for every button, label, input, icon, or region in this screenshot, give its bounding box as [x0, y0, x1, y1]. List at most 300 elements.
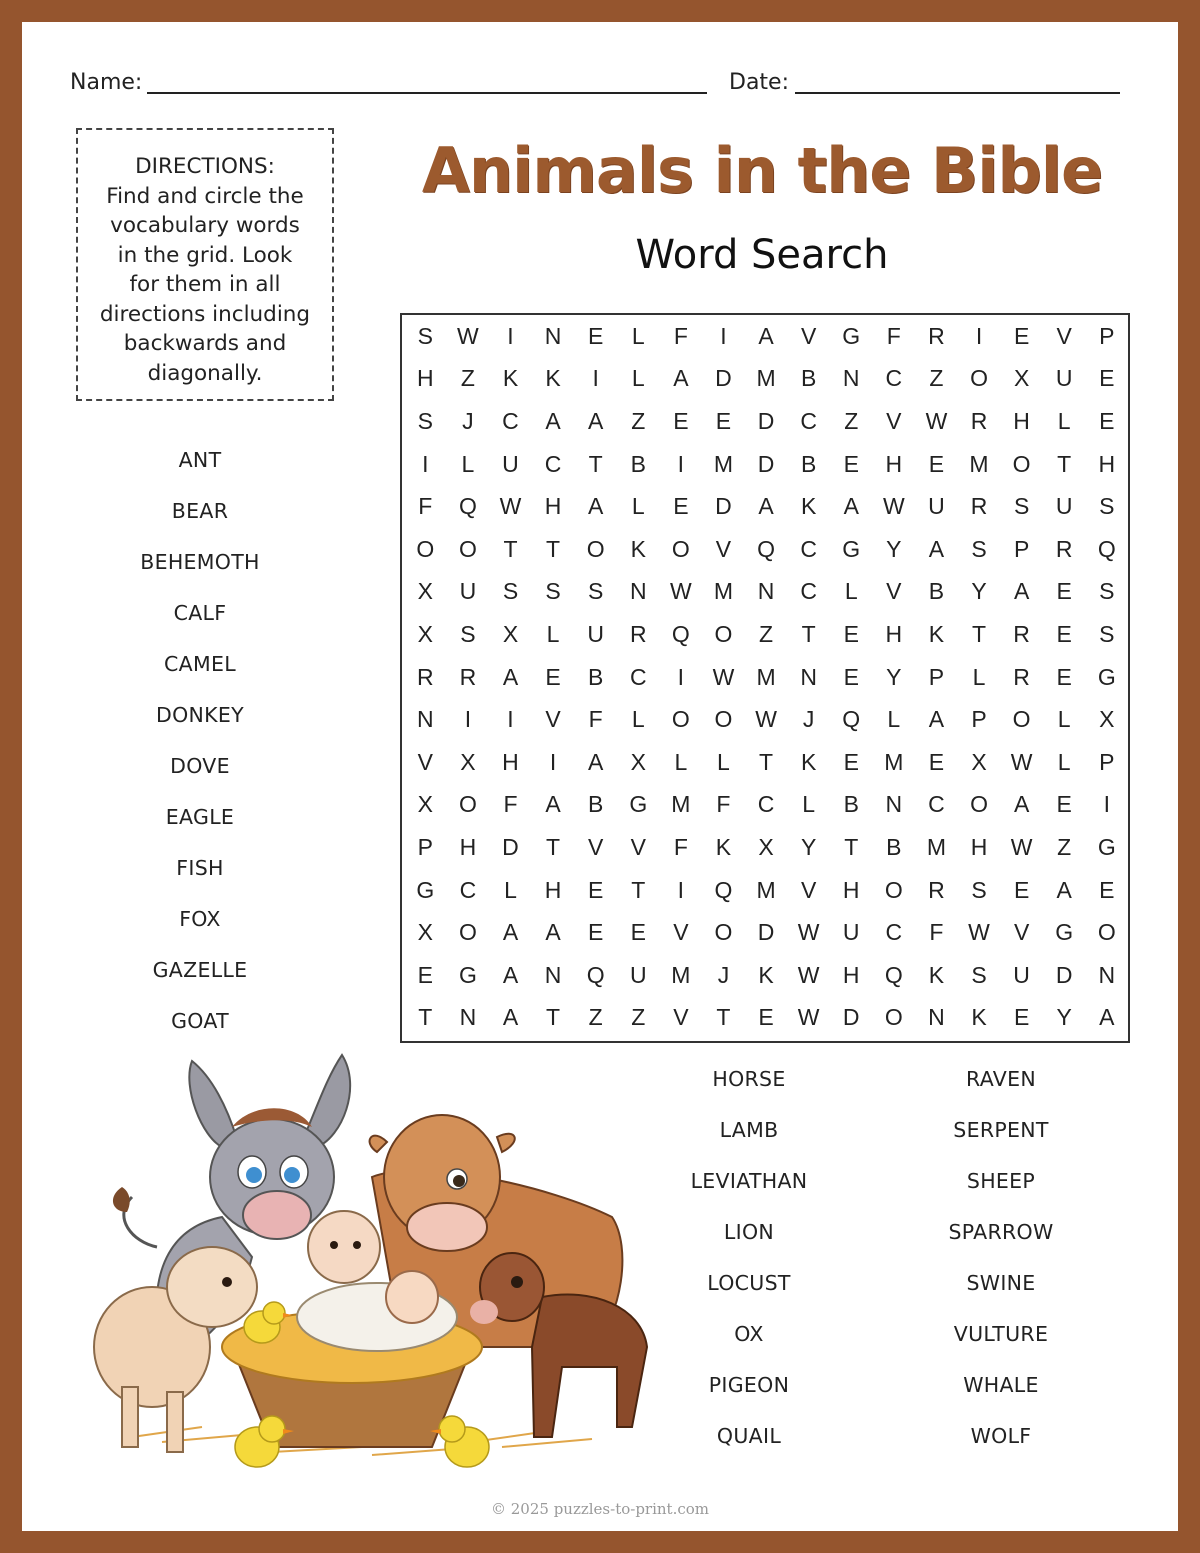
grid-letter[interactable]: T — [588, 450, 603, 477]
grid-letter[interactable]: F — [886, 322, 901, 349]
grid-letter[interactable]: M — [713, 578, 734, 605]
grid-letter[interactable]: E — [545, 663, 561, 690]
grid-letter[interactable]: S — [545, 578, 561, 605]
grid-letter[interactable]: D — [757, 407, 775, 434]
grid-letter[interactable]: N — [1098, 961, 1116, 988]
grid-letter[interactable]: O — [714, 919, 733, 946]
grid-letter[interactable]: T — [716, 1004, 731, 1031]
grid-letter[interactable]: K — [545, 365, 561, 392]
grid-letter[interactable]: U — [502, 450, 519, 477]
grid-letter[interactable]: L — [546, 620, 560, 647]
grid-letter[interactable]: Q — [586, 961, 605, 988]
grid-letter[interactable]: I — [975, 322, 983, 349]
grid-letter[interactable]: F — [716, 791, 731, 818]
grid-letter[interactable]: I — [507, 322, 514, 349]
grid-letter[interactable]: O — [586, 535, 605, 562]
grid-letter[interactable]: E — [1099, 876, 1115, 903]
grid-letter[interactable]: I — [677, 876, 685, 903]
grid-letter[interactable]: H — [416, 365, 434, 392]
grid-letter[interactable]: Y — [886, 663, 902, 690]
grid-letter[interactable]: E — [588, 322, 604, 349]
grid-letter[interactable]: N — [757, 578, 775, 605]
grid-letter[interactable]: A — [588, 407, 604, 434]
grid-letter[interactable]: L — [844, 578, 858, 605]
grid-letter[interactable]: O — [714, 620, 733, 647]
grid-letter[interactable]: W — [797, 919, 820, 946]
grid-letter[interactable]: G — [842, 322, 861, 349]
grid-letter[interactable]: M — [884, 748, 904, 775]
grid-letter[interactable]: K — [800, 748, 817, 775]
grid-letter[interactable]: N — [544, 322, 562, 349]
grid-letter[interactable]: C — [629, 663, 647, 690]
grid-letter[interactable]: V — [630, 833, 646, 860]
grid-letter[interactable]: P — [928, 663, 945, 690]
grid-letter[interactable]: V — [673, 919, 689, 946]
grid-letter[interactable]: O — [458, 535, 477, 562]
grid-letter[interactable]: T — [1057, 450, 1072, 477]
grid-letter[interactable]: K — [630, 535, 646, 562]
grid-letter[interactable]: X — [1013, 365, 1030, 392]
grid-letter[interactable]: J — [462, 407, 474, 434]
grid-letter[interactable]: C — [928, 791, 945, 818]
grid-letter[interactable]: N — [885, 791, 903, 818]
grid-letter[interactable]: P — [1099, 322, 1115, 349]
grid-letter[interactable]: N — [842, 365, 860, 392]
grid-letter[interactable]: X — [460, 748, 476, 775]
grid-letter[interactable]: A — [1013, 578, 1030, 605]
grid-letter[interactable]: K — [928, 961, 945, 988]
grid-letter[interactable]: A — [588, 748, 604, 775]
grid-letter[interactable]: M — [671, 791, 691, 818]
grid-letter[interactable]: U — [459, 578, 477, 605]
grid-letter[interactable]: K — [715, 833, 732, 860]
grid-letter[interactable]: T — [971, 620, 987, 647]
grid-letter[interactable]: N — [416, 706, 434, 733]
grid-letter[interactable]: P — [1013, 535, 1030, 562]
grid-letter[interactable]: G — [1097, 833, 1116, 860]
grid-letter[interactable]: I — [1103, 791, 1110, 818]
grid-letter[interactable]: T — [759, 748, 774, 775]
grid-letter[interactable]: R — [928, 876, 945, 903]
grid-letter[interactable]: L — [674, 748, 688, 775]
grid-letter[interactable]: Q — [714, 876, 733, 903]
grid-letter[interactable]: Z — [844, 407, 859, 434]
grid-letter[interactable]: A — [502, 919, 519, 946]
grid-letter[interactable]: M — [756, 876, 776, 903]
grid-letter[interactable]: C — [544, 450, 562, 477]
grid-letter[interactable]: D — [842, 1004, 860, 1031]
grid-letter[interactable]: G — [416, 876, 435, 903]
grid-letter[interactable]: A — [1013, 791, 1030, 818]
grid-letter[interactable]: Y — [1056, 1004, 1072, 1031]
grid-letter[interactable]: S — [971, 876, 987, 903]
grid-letter[interactable]: N — [459, 1004, 477, 1031]
grid-letter[interactable]: L — [1057, 407, 1071, 434]
grid-letter[interactable]: G — [458, 961, 477, 988]
grid-letter[interactable]: D — [502, 833, 519, 860]
grid-letter[interactable]: T — [546, 833, 561, 860]
grid-letter[interactable]: X — [417, 578, 433, 605]
grid-letter[interactable]: Q — [1097, 535, 1116, 562]
grid-letter[interactable]: A — [502, 1004, 519, 1031]
grid-letter[interactable]: R — [970, 493, 988, 520]
grid-letter[interactable]: Z — [460, 365, 475, 392]
grid-letter[interactable]: Y — [800, 833, 817, 860]
grid-letter[interactable]: V — [886, 578, 902, 605]
grid-letter[interactable]: E — [417, 961, 433, 988]
grid-letter[interactable]: X — [1099, 706, 1115, 733]
grid-letter[interactable]: W — [968, 919, 990, 946]
grid-letter[interactable]: H — [842, 961, 860, 988]
grid-letter[interactable]: O — [714, 706, 733, 733]
grid-letter[interactable]: N — [629, 578, 647, 605]
grid-letter[interactable]: G — [629, 791, 648, 818]
word-list-item: SPARROW — [948, 1220, 1054, 1244]
grid-letter[interactable]: V — [1013, 919, 1030, 946]
grid-letter[interactable]: A — [545, 791, 561, 818]
grid-letter[interactable]: S — [1099, 620, 1115, 647]
grid-letter[interactable]: A — [928, 706, 945, 733]
grid-letter[interactable]: E — [1056, 663, 1072, 690]
grid-letter[interactable]: M — [756, 365, 776, 392]
grid-letter[interactable]: C — [459, 876, 477, 903]
grid-letter[interactable]: U — [629, 961, 647, 988]
grid-letter[interactable]: H — [544, 493, 562, 520]
grid-letter[interactable]: O — [1012, 450, 1031, 477]
grid-letter[interactable]: E — [1099, 407, 1115, 434]
grid-letter[interactable]: Z — [1057, 833, 1072, 860]
grid-letter[interactable]: H — [544, 876, 562, 903]
grid-letter[interactable]: O — [884, 876, 903, 903]
grid-letter[interactable]: X — [758, 833, 774, 860]
grid-letter[interactable]: E — [1099, 365, 1115, 392]
grid-letter[interactable]: F — [673, 833, 688, 860]
grid-letter[interactable]: U — [1013, 961, 1030, 988]
grid-letter[interactable]: F — [503, 791, 518, 818]
grid-letter[interactable]: U — [1055, 365, 1073, 392]
grid-letter[interactable]: L — [631, 322, 645, 349]
grid-letter[interactable]: C — [800, 535, 817, 562]
grid-letter[interactable]: X — [417, 620, 433, 647]
grid-letter[interactable]: I — [677, 450, 685, 477]
grid-letter[interactable]: X — [971, 748, 987, 775]
grid-letter[interactable]: A — [1056, 876, 1072, 903]
grid-letter[interactable]: A — [758, 322, 774, 349]
grid-letter[interactable]: F — [588, 706, 603, 733]
grid-letter[interactable]: Q — [884, 961, 903, 988]
grid-letter[interactable]: K — [800, 493, 817, 520]
grid-letter[interactable]: S — [971, 961, 987, 988]
grid-letter[interactable]: N — [800, 663, 817, 690]
grid-letter[interactable]: D — [715, 365, 732, 392]
grid-letter[interactable]: V — [800, 876, 817, 903]
word-list-item: CALF — [173, 601, 227, 625]
grid-letter[interactable]: T — [546, 1004, 561, 1031]
grid-letter[interactable]: W — [755, 706, 777, 733]
grid-letter[interactable]: S — [1013, 493, 1030, 520]
grid-letter[interactable]: X — [502, 620, 519, 647]
grid-letter[interactable]: L — [717, 748, 730, 775]
grid-letter[interactable]: V — [1056, 322, 1072, 349]
grid-letter[interactable]: N — [544, 961, 562, 988]
grid-letter[interactable]: M — [969, 450, 989, 477]
grid-letter[interactable]: T — [844, 833, 859, 860]
grid-letter[interactable]: K — [502, 365, 519, 392]
grid-letter[interactable]: U — [928, 493, 945, 520]
word-list-item: EAGLE — [165, 805, 235, 829]
grid-letter[interactable]: O — [970, 791, 988, 818]
grid-letter[interactable]: L — [1057, 706, 1071, 733]
grid-letter[interactable]: A — [843, 493, 859, 520]
grid-letter[interactable]: G — [1055, 919, 1074, 946]
grid-letter[interactable]: P — [971, 706, 987, 733]
grid-letter[interactable]: H — [970, 833, 988, 860]
grid-letter[interactable]: V — [545, 706, 561, 733]
grid-letter[interactable]: W — [925, 407, 948, 434]
grid-letter[interactable]: W — [882, 493, 905, 520]
grid-letter[interactable]: S — [588, 578, 604, 605]
grid-letter[interactable]: H — [459, 833, 477, 860]
grid-letter[interactable]: E — [673, 493, 689, 520]
grid-letter[interactable]: R — [629, 620, 647, 647]
grid-letter[interactable]: A — [545, 919, 561, 946]
grid-letter[interactable]: W — [797, 961, 820, 988]
word-list-item: BEAR — [171, 499, 229, 523]
grid-letter[interactable]: O — [1012, 706, 1031, 733]
grid-letter[interactable]: T — [631, 876, 646, 903]
grid-letter[interactable]: E — [1056, 791, 1072, 818]
grid-letter[interactable]: E — [630, 919, 646, 946]
grid-letter[interactable]: H — [502, 748, 519, 775]
grid-letter[interactable]: O — [416, 535, 435, 562]
grid-letter[interactable]: U — [587, 620, 604, 647]
grid-letter[interactable]: M — [713, 450, 734, 477]
grid-letter[interactable]: R — [459, 663, 477, 690]
grid-letter[interactable]: W — [1010, 748, 1033, 775]
grid-letter[interactable]: O — [884, 1004, 903, 1031]
grid-letter[interactable]: C — [800, 578, 817, 605]
directions-heading: DIRECTIONS: — [135, 154, 275, 179]
grid-letter[interactable]: J — [802, 706, 815, 733]
grid-letter[interactable]: O — [458, 791, 477, 818]
grid-letter[interactable]: P — [417, 833, 433, 860]
grid-letter[interactable]: L — [631, 493, 645, 520]
grid-letter[interactable]: F — [673, 322, 688, 349]
grid-letter[interactable]: E — [673, 407, 689, 434]
grid-letter[interactable]: D — [715, 493, 732, 520]
grid-letter[interactable]: G — [842, 535, 861, 562]
grid-letter[interactable]: R — [1013, 620, 1030, 647]
grid-letter[interactable]: I — [592, 365, 599, 392]
grid-letter[interactable]: V — [673, 1004, 689, 1031]
grid-letter[interactable]: A — [673, 365, 689, 392]
grid-letter[interactable]: K — [758, 961, 774, 988]
grid-letter[interactable]: R — [1013, 663, 1030, 690]
grid-letter[interactable]: B — [886, 833, 902, 860]
grid-letter[interactable]: E — [1013, 1004, 1030, 1031]
grid-letter[interactable]: B — [800, 365, 817, 392]
grid-letter[interactable]: Z — [759, 620, 774, 647]
grid-letter[interactable]: C — [502, 407, 519, 434]
grid-letter[interactable]: S — [971, 535, 987, 562]
grid-letter[interactable]: B — [928, 578, 945, 605]
grid-letter[interactable]: Y — [886, 535, 902, 562]
grid-letter[interactable]: G — [1097, 663, 1116, 690]
grid-letter[interactable]: C — [885, 919, 903, 946]
grid-letter[interactable]: Z — [588, 1004, 603, 1031]
word-list-item: WHALE — [963, 1373, 1039, 1397]
grid-letter[interactable]: E — [928, 748, 945, 775]
date-line[interactable] — [795, 92, 1120, 94]
grid-letter[interactable]: S — [417, 322, 433, 349]
grid-letter[interactable]: C — [757, 791, 775, 818]
grid-letter[interactable]: R — [1055, 535, 1073, 562]
grid-letter[interactable]: A — [545, 407, 561, 434]
grid-letter[interactable]: Q — [757, 535, 775, 562]
grid-letter[interactable]: W — [670, 578, 692, 605]
grid-letter[interactable]: T — [546, 535, 561, 562]
grid-letter[interactable]: M — [756, 663, 776, 690]
grid-letter[interactable]: E — [1056, 620, 1072, 647]
grid-letter[interactable]: Z — [929, 365, 944, 392]
grid-letter[interactable]: I — [422, 450, 429, 477]
grid-letter[interactable]: R — [970, 407, 988, 434]
grid-letter[interactable]: I — [720, 322, 727, 349]
grid-letter[interactable]: E — [843, 748, 859, 775]
grid-letter[interactable]: U — [842, 919, 860, 946]
grid-letter[interactable]: T — [801, 620, 816, 647]
grid-letter[interactable]: L — [504, 876, 517, 903]
grid-letter[interactable]: E — [1013, 322, 1030, 349]
grid-letter[interactable]: S — [502, 578, 519, 605]
grid-letter[interactable]: K — [971, 1004, 987, 1031]
grid-letter[interactable]: L — [1057, 748, 1071, 775]
grid-letter[interactable]: E — [1013, 876, 1030, 903]
grid-letter[interactable]: L — [887, 706, 901, 733]
grid-letter[interactable]: Z — [631, 407, 646, 434]
grid-letter[interactable]: F — [929, 919, 944, 946]
grid-letter[interactable]: H — [1098, 450, 1116, 477]
grid-letter[interactable]: E — [588, 876, 604, 903]
grid-letter[interactable]: L — [802, 791, 816, 818]
grid-letter[interactable]: A — [588, 493, 604, 520]
grid-letter[interactable]: K — [928, 620, 945, 647]
grid-letter[interactable]: L — [972, 663, 986, 690]
grid-letter[interactable]: R — [416, 663, 434, 690]
grid-letter[interactable]: W — [499, 493, 522, 520]
grid-letter[interactable]: B — [630, 450, 646, 477]
grid-letter[interactable]: B — [588, 663, 604, 690]
grid-letter[interactable]: F — [418, 493, 433, 520]
grid-letter[interactable]: D — [757, 919, 775, 946]
grid-letter[interactable]: A — [502, 961, 519, 988]
grid-letter[interactable]: W — [712, 663, 735, 690]
grid-letter[interactable]: E — [843, 450, 859, 477]
grid-letter[interactable]: E — [928, 450, 945, 477]
grid-letter[interactable]: V — [800, 322, 817, 349]
grid-letter[interactable]: C — [800, 407, 817, 434]
grid-letter[interactable]: S — [1099, 578, 1115, 605]
grid-letter[interactable]: T — [503, 535, 518, 562]
grid-letter[interactable]: I — [507, 706, 514, 733]
grid-letter[interactable]: N — [928, 1004, 945, 1031]
grid-letter[interactable]: A — [502, 663, 519, 690]
grid-letter[interactable]: B — [800, 450, 817, 477]
grid-letter[interactable]: Q — [842, 706, 861, 733]
grid-letter[interactable]: J — [717, 961, 730, 988]
grid-letter[interactable]: M — [671, 961, 691, 988]
grid-letter[interactable]: B — [588, 791, 604, 818]
grid-letter[interactable]: L — [461, 450, 475, 477]
grid-letter[interactable]: E — [1056, 578, 1072, 605]
grid-letter[interactable]: H — [1013, 407, 1030, 434]
grid-letter[interactable]: A — [1099, 1004, 1115, 1031]
grid-letter[interactable]: Q — [458, 493, 477, 520]
grid-letter[interactable]: A — [758, 493, 774, 520]
grid-letter[interactable]: Z — [631, 1004, 646, 1031]
grid-letter[interactable]: R — [928, 322, 945, 349]
grid-letter[interactable]: E — [843, 620, 859, 647]
grid-letter[interactable]: X — [630, 748, 646, 775]
grid-letter[interactable]: W — [1010, 833, 1033, 860]
grid-letter[interactable]: O — [458, 919, 477, 946]
grid-letter[interactable]: S — [460, 620, 476, 647]
word-search-grid — [400, 313, 1130, 1043]
grid-letter[interactable]: H — [885, 450, 903, 477]
grid-letter[interactable]: T — [418, 1004, 433, 1031]
grid-letter[interactable]: V — [886, 407, 902, 434]
grid-letter[interactable]: H — [842, 876, 860, 903]
grid-letter[interactable]: L — [631, 706, 645, 733]
grid-letter[interactable]: I — [464, 706, 472, 733]
name-line[interactable] — [147, 92, 707, 94]
grid-letter[interactable]: O — [671, 535, 690, 562]
grid-letter[interactable]: E — [715, 407, 732, 434]
grid-letter[interactable]: C — [885, 365, 903, 392]
grid-letter[interactable]: L — [631, 365, 645, 392]
grid-letter[interactable]: V — [417, 748, 433, 775]
grid-letter[interactable]: W — [457, 322, 479, 349]
grid-letter[interactable]: I — [677, 663, 685, 690]
grid-letter[interactable]: O — [1097, 919, 1116, 946]
grid-letter[interactable]: O — [970, 365, 988, 392]
word-list-item: QUAIL — [716, 1424, 782, 1448]
grid-letter[interactable]: I — [549, 748, 557, 775]
grid-letter[interactable]: A — [928, 535, 945, 562]
grid-letter[interactable]: W — [797, 1004, 820, 1031]
grid-letter[interactable]: X — [417, 919, 433, 946]
word-list-item: SHEEP — [966, 1169, 1036, 1193]
grid-letter[interactable]: X — [417, 791, 433, 818]
grid-letter[interactable]: P — [1099, 748, 1115, 775]
grid-letter[interactable]: H — [885, 620, 903, 647]
grid-letter[interactable]: S — [1099, 493, 1115, 520]
grid-letter[interactable]: U — [1055, 493, 1073, 520]
grid-letter[interactable]: D — [1055, 961, 1073, 988]
grid-letter[interactable]: O — [671, 706, 690, 733]
grid-letter[interactable]: E — [758, 1004, 774, 1031]
grid-letter[interactable]: S — [417, 407, 433, 434]
grid-letter[interactable]: V — [715, 535, 732, 562]
grid-letter[interactable]: E — [843, 663, 859, 690]
grid-letter[interactable]: E — [588, 919, 604, 946]
grid-letter[interactable]: B — [843, 791, 859, 818]
grid-letter[interactable]: D — [757, 450, 775, 477]
grid-letter[interactable]: Y — [971, 578, 987, 605]
grid-letter[interactable]: V — [588, 833, 604, 860]
grid-letter[interactable]: M — [926, 833, 946, 860]
grid-letter[interactable]: Q — [671, 620, 690, 647]
